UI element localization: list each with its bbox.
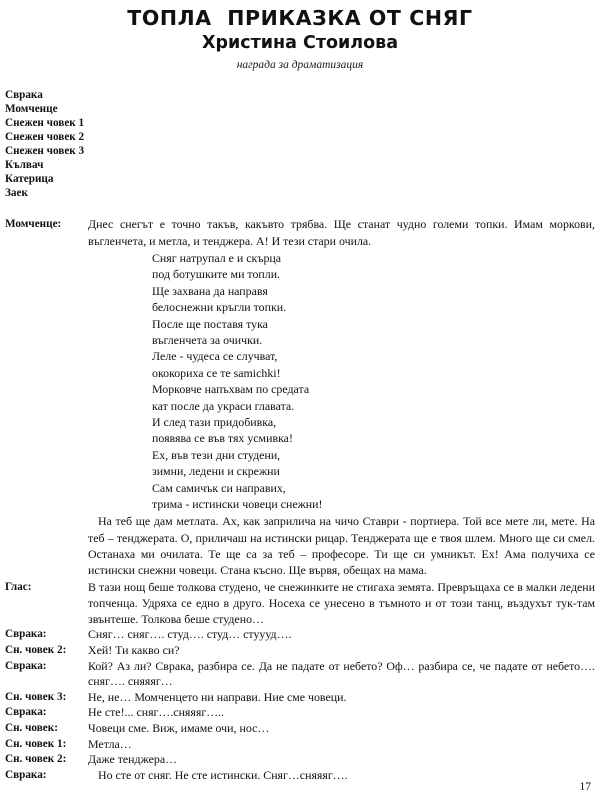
speech-paragraph: Кой? Аз ли? Сврака, разбира се. Да не падате от небето? Оф… разбира се, че падате от небето…. сняг…. сняяяг… — [88, 658, 595, 689]
verse-line: трима - истински човеци снежни! — [152, 497, 323, 511]
title-block — [0, 0, 600, 71]
speech-lines — [88, 752, 595, 768]
cast-item: Сврака — [5, 88, 43, 101]
speaker-label: Сврака: — [5, 628, 47, 641]
verse-line: И след тази придобивка, — [152, 414, 277, 429]
cast-item: Снежен човек 3 — [5, 144, 85, 157]
speech-lines — [88, 216, 595, 578]
cast-item: Снежен човек 2 — [5, 130, 85, 143]
speech-paragraph: В тази нощ беше толкова студено, че снежинките не стигаха земята. Превръщаха се в малки ледени топченца. Удряха се едно в друго. Носеха се унесено в тъмното и от този танц, въздухът тук-там звънтеше. Толкова беше студено… — [88, 579, 595, 627]
author-name: Христина Стоилова — [201, 32, 399, 53]
speech-lines — [88, 768, 595, 784]
verse-line: появява се във тях усмивка! — [152, 431, 293, 446]
verse-line: Ще захвана да направя — [152, 283, 268, 298]
speech-lines — [88, 643, 595, 659]
page-title: ТОПЛА ПРИКАЗКА ОТ СНЯГ — [127, 6, 473, 30]
verse-line: После ще поставя тука — [152, 316, 268, 331]
speech-lines — [88, 721, 595, 737]
speaker-label: Сн. човек 3: — [5, 690, 67, 703]
speech-paragraph: Даже тенджера… — [88, 752, 178, 767]
verse-line: под ботушките ми топли. — [152, 267, 281, 282]
speech-lines — [88, 579, 595, 628]
verse-line: белоснежни кръгли топки. — [152, 300, 287, 315]
speech-paragraph: Човеци сме. Виж, имаме очи, нос… — [88, 721, 270, 736]
speech-paragraph: Сняг… сняг…. студ…. студ… стуууд…. — [88, 627, 292, 642]
script-body — [0, 216, 600, 783]
cast-list — [0, 88, 600, 201]
speech-lines — [88, 627, 595, 643]
verse-line: Леле - чудеса се случват, — [152, 349, 278, 364]
speech-paragraph: Хей! Ти какво си? — [88, 643, 180, 658]
speech-block — [5, 705, 595, 721]
page-number: 17 — [579, 781, 591, 793]
speech-lines — [88, 659, 595, 690]
speaker-label: Глас: — [5, 580, 32, 593]
speech-block — [5, 690, 595, 706]
speech-paragraph: Днес снегът е точно такъв, какъвто трябва. Ще станат чудно големи топки. Имам моркови, въгленчета, и метла, и тенджера. А! И тези стари очила. — [88, 217, 595, 248]
verse-line: ококориха се те samichki! — [152, 365, 281, 380]
cast-item: Кълвач — [5, 159, 44, 172]
verse-line: Сам самичък си направих, — [152, 480, 286, 495]
speaker-label: Сврака: — [5, 768, 47, 781]
speech-block — [5, 752, 595, 768]
speaker-label: Сн. човек 2: — [5, 644, 67, 657]
award-subtitle: награда за драматизация — [236, 58, 364, 71]
verse-line: кат после да украси главата. — [152, 398, 295, 413]
speech-block — [5, 737, 595, 753]
verse-line: въгленчета за очички. — [152, 332, 263, 347]
verse-line: Сняг натрупал е и скърца — [152, 250, 282, 265]
speech-paragraph: Но сте от сняг. Не сте истински. Сняг…сняяяг…. — [98, 767, 348, 782]
speech-block — [5, 643, 595, 659]
cast-item: Момченце — [5, 102, 58, 115]
speech-lines — [88, 690, 595, 706]
speaker-label: Сн. човек 2: — [5, 753, 67, 766]
speech-paragraph: Не, не… Момченцето ни направи. Ние сме човеци. — [88, 689, 347, 704]
speech-lines — [88, 705, 595, 721]
speech-block — [5, 627, 595, 643]
speech-block — [5, 768, 595, 784]
speech-paragraph: На теб ще дам метлата. Ах, как заприлича на чичо Ставри - портиера. Той все мете ли, мете. На теб – тенджерата. О, приличаш на истински рицар. Тенджерата ще е твоя шлем. Много ще си смел. Останаха ми очилата. Те ще са за теб – професоре. Ти ще си умникът. Ех! Ама получиха се истински снежни човеци. Стана късно. Ще вървя, обещах на мама. — [88, 514, 595, 578]
speaker-label: Сврака: — [5, 659, 47, 672]
cast-item: Заек — [5, 187, 28, 200]
speaker-label: Сн. човек: — [5, 722, 58, 735]
speech-block — [5, 721, 595, 737]
verse-stanza — [88, 250, 595, 513]
verse-line: Ех, във тези дни студени, — [152, 447, 281, 462]
speech-block — [5, 216, 595, 578]
speech-block — [5, 659, 595, 690]
verse-line: Морковче напъхвам по средата — [152, 382, 310, 397]
speaker-label: Момченце: — [5, 218, 62, 231]
speaker-label: Сврака: — [5, 706, 47, 719]
cast-item: Снежен човек 1 — [5, 116, 85, 129]
verse-line: зимни, ледени и скрежни — [152, 464, 280, 479]
speech-paragraph: Метла… — [88, 736, 132, 751]
speaker-label: Сн. човек 1: — [5, 737, 67, 750]
speech-paragraph: Не сте!... сняг….сняяяг….. — [88, 705, 225, 720]
speech-block — [5, 579, 595, 628]
cast-item: Катерица — [5, 173, 54, 186]
speech-lines — [88, 737, 595, 753]
